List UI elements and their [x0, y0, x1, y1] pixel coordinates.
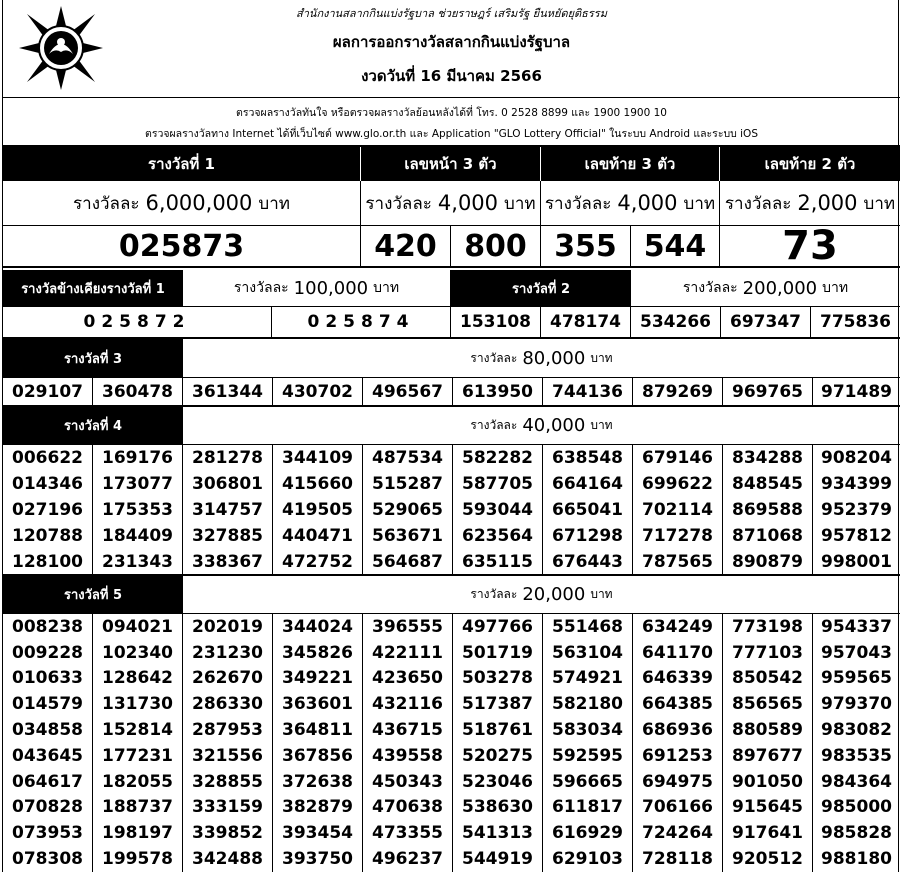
prize5-number: 364811	[273, 717, 363, 743]
prize5-number: 596665	[543, 769, 633, 795]
prize4-number: 419505	[273, 497, 363, 523]
prize5-number: 664385	[633, 691, 723, 717]
prize5-number: 773198	[723, 614, 813, 640]
prize4-number: 787565	[633, 549, 723, 575]
prize3-number: 879269	[633, 378, 723, 405]
prize5-number: 450343	[363, 769, 453, 795]
prize5-number: 342488	[183, 846, 273, 872]
prize5-number: 345826	[273, 640, 363, 666]
lottery-results-sheet	[2, 0, 899, 872]
prize5-number: 177231	[93, 743, 183, 769]
prize4-number: 871068	[723, 523, 813, 549]
per-prize-label: รางวัลละ	[470, 350, 518, 365]
prize5-number: 686936	[633, 717, 723, 743]
prize5-number: 014579	[3, 691, 93, 717]
prize5-number: 985000	[821, 797, 892, 818]
prize3-amount	[183, 339, 900, 377]
prize5-number: 070828	[3, 795, 93, 821]
prize5-number: 008238	[3, 614, 93, 640]
prize4-number: 635115	[453, 549, 543, 575]
prize5-number: 152814	[93, 717, 183, 743]
prize5-number: 541313	[453, 820, 543, 846]
prize5-number: 393750	[273, 846, 363, 872]
prize5-number: 583034	[543, 717, 633, 743]
back3-number: 355	[541, 226, 631, 268]
prize4-number: 702114	[633, 497, 723, 523]
prize4-number: 671298	[543, 523, 633, 549]
per-prize-label: รางวัลละ	[233, 280, 289, 296]
prize5-number: 959565	[821, 668, 892, 689]
front3-number: 420	[361, 226, 451, 268]
prize4-number: 593044	[453, 497, 543, 523]
prize5-number: 497766	[453, 614, 543, 640]
prize3-number: 969765	[723, 378, 813, 405]
prize5-number: 518761	[453, 717, 543, 743]
prize5-number: 010633	[3, 666, 93, 692]
prize5-number: 616929	[543, 820, 633, 846]
prize5-number: 094021	[93, 614, 183, 640]
prize5-number: 034858	[3, 717, 93, 743]
prize5-number: 634249	[633, 614, 723, 640]
prize4-number: 934399	[821, 474, 892, 494]
first-prize-amount	[3, 181, 361, 226]
prize3-number: 360478	[93, 378, 183, 405]
per-prize-label: รางวัลละ	[73, 193, 140, 214]
prize5-number: 691253	[633, 743, 723, 769]
prize5-number: 073953	[3, 820, 93, 846]
prize5-number: 917641	[723, 820, 813, 846]
prize5-number: 422111	[363, 640, 453, 666]
info-block	[3, 99, 900, 146]
unit-label: บาท	[683, 193, 716, 214]
prize3-number: 430702	[273, 378, 363, 405]
prize4-number: 848545	[723, 471, 813, 497]
prize4-number: 998001	[821, 552, 892, 572]
prize4-number: 582282	[453, 445, 543, 471]
prize5-number: 064617	[3, 769, 93, 795]
unit-label: บาท	[590, 350, 613, 365]
prize5-number: 333159	[183, 795, 273, 821]
prize5-number: 957043	[821, 642, 892, 663]
amount-value: 4,000	[437, 191, 499, 215]
prize4-number: 665041	[543, 497, 633, 523]
prize5-number: 262670	[183, 666, 273, 692]
prize4-number: 169176	[93, 445, 183, 471]
prize5-number: 777103	[723, 640, 813, 666]
prize4-number: 344109	[273, 445, 363, 471]
prize4-number: 338367	[183, 549, 273, 575]
prize5-number: 880589	[723, 717, 813, 743]
prize5-header: รางวัลที่ 5	[3, 576, 183, 613]
prize5-number: 551468	[543, 614, 633, 640]
prize4-number: 173077	[93, 471, 183, 497]
prize4-number: 175353	[93, 497, 183, 523]
prize5-number: 321556	[183, 743, 273, 769]
prize5-number: 985828	[821, 823, 892, 844]
prize5-number: 983082	[821, 720, 892, 741]
prize4-number: 415660	[273, 471, 363, 497]
prize5-number: 988180	[821, 849, 892, 870]
amount-value: 2,000	[797, 191, 858, 215]
prize5-number: 574921	[543, 666, 633, 692]
prize5-number: 363601	[273, 691, 363, 717]
prize4-number: 314757	[183, 497, 273, 523]
header	[3, 0, 900, 98]
prize4-number: 563671	[363, 523, 453, 549]
page-title: ผลการออกรางวัลสลากกินแบ่งรัฐบาล	[332, 33, 571, 51]
prize4-number: 128100	[3, 549, 93, 575]
amount-value: 100,000	[293, 277, 369, 299]
per-prize-label: รางวัลละ	[365, 193, 432, 214]
prize5-number: 724264	[633, 820, 723, 846]
prize5-number: 856565	[723, 691, 813, 717]
first-prize-header: รางวัลที่ 1	[3, 147, 361, 181]
prize5-number: 979370	[821, 694, 892, 715]
prize5-number: 915645	[723, 795, 813, 821]
prize5-number: 470638	[363, 795, 453, 821]
prize5-number: 897677	[723, 743, 813, 769]
prize5-number: 043645	[3, 743, 93, 769]
prize5-number: 372638	[273, 769, 363, 795]
prize5-number: 198197	[93, 820, 183, 846]
amount-value: 40,000	[522, 415, 586, 436]
prize5-number: 501719	[453, 640, 543, 666]
prize3-number: 496567	[363, 378, 453, 405]
unit-label: บาท	[373, 280, 400, 296]
prize5-number: 199578	[93, 846, 183, 872]
front3-header: เลขหน้า 3 ตัว	[361, 147, 541, 181]
per-prize-label: รางวัลละ	[544, 193, 612, 214]
prize2-number: 478174	[541, 307, 631, 337]
prize5-number: 706166	[633, 795, 723, 821]
prize4-number: 306801	[183, 471, 273, 497]
prize2-number: 775836	[820, 312, 891, 332]
prize5-amount	[183, 576, 900, 613]
prize4-number: 281278	[183, 445, 273, 471]
prize4-number: 231343	[93, 549, 183, 575]
prize5-number: 592595	[543, 743, 633, 769]
back2-header: เลขท้าย 2 ตัว	[720, 147, 900, 181]
prize4-number: 890879	[723, 549, 813, 575]
prize5-number: 538630	[453, 795, 543, 821]
prize3-number: 613950	[453, 378, 543, 405]
prize4-number: 529065	[363, 497, 453, 523]
prize5-number: 850542	[723, 666, 813, 692]
back3-number: 544	[631, 226, 720, 268]
prize2-number: 697347	[721, 307, 811, 337]
unit-label: บาท	[822, 280, 849, 296]
prize4-number: 487534	[363, 445, 453, 471]
back3-header: เลขท้าย 3 ตัว	[541, 147, 720, 181]
prize5-number: 646339	[633, 666, 723, 692]
prize5-number: 694975	[633, 769, 723, 795]
prize5-number: 728118	[633, 846, 723, 872]
prize5-number: 344024	[273, 614, 363, 640]
prize5-number: 439558	[363, 743, 453, 769]
prize4-number: 957812	[821, 526, 892, 546]
prize2-number: 534266	[631, 307, 721, 337]
per-prize-label: รางวัลละ	[682, 280, 738, 296]
prize5-number: 432116	[363, 691, 453, 717]
prize4-number: 699622	[633, 471, 723, 497]
org-tagline: สำนักงานสลากกินแบ่งรัฐบาล ช่วยราษฎร์ เสริมรัฐ ยืนหยัดยุติธรรม	[296, 7, 607, 20]
prize4-number: 717278	[633, 523, 723, 549]
prize5-number: 102340	[93, 640, 183, 666]
near-first-amount	[183, 270, 451, 306]
front3-number: 800	[451, 226, 541, 268]
prize5-number: 473355	[363, 820, 453, 846]
prize4-number: 184409	[93, 523, 183, 549]
first-prize-number: 025873	[3, 226, 361, 268]
prize5-number: 328855	[183, 769, 273, 795]
prize5-number: 436715	[363, 717, 453, 743]
prize5-number: 202019	[183, 614, 273, 640]
prize3-number: 971489	[821, 381, 892, 402]
prize2-number: 153108	[451, 307, 541, 337]
near-first-number: 025874	[272, 307, 451, 337]
per-prize-label: รางวัลละ	[724, 193, 792, 214]
prize2-amount	[631, 270, 900, 306]
prize5-number: 286330	[183, 691, 273, 717]
prize5-number: 009228	[3, 640, 93, 666]
prize4-number: 952379	[821, 500, 892, 520]
prize4-number: 638548	[543, 445, 633, 471]
amount-value: 6,000,000	[145, 191, 253, 215]
draw-date: งวดวันที่ 16 มีนาคม 2566	[361, 67, 542, 85]
prize5-number: 520275	[453, 743, 543, 769]
prize4-number: 676443	[543, 549, 633, 575]
prize5-number: 396555	[363, 614, 453, 640]
prize4-number: 679146	[633, 445, 723, 471]
prize4-number: 027196	[3, 497, 93, 523]
prize4-number: 014346	[3, 471, 93, 497]
info-web: ตรวจผลรางวัลทาง Internet ได้ที่เว็บไซต์ www.glo.or.th และ Application "GLO Lottery Official" ในระบบ Android และระบบ iOS	[145, 128, 758, 140]
prize3-header: รางวัลที่ 3	[3, 339, 183, 377]
prize3-number: 361344	[183, 378, 273, 405]
prize5-number: 544919	[453, 846, 543, 872]
prize4-number: 440471	[273, 523, 363, 549]
prize5-number: 188737	[93, 795, 183, 821]
prize5-number: 231230	[183, 640, 273, 666]
per-prize-label: รางวัลละ	[470, 418, 518, 432]
prize4-number: 327885	[183, 523, 273, 549]
back3-amount	[541, 181, 720, 226]
prize5-number: 287953	[183, 717, 273, 743]
prize4-number: 623564	[453, 523, 543, 549]
prize5-number: 078308	[3, 846, 93, 872]
prize4-header: รางวัลที่ 4	[3, 407, 183, 444]
prize4-amount	[183, 407, 900, 444]
prize5-number: 983535	[821, 745, 892, 766]
prize5-number: 517387	[453, 691, 543, 717]
prize4-number: 515287	[363, 471, 453, 497]
prize5-number: 128642	[93, 666, 183, 692]
prize5-number: 182055	[93, 769, 183, 795]
amount-value: 4,000	[617, 191, 678, 215]
unit-label: บาท	[590, 587, 613, 601]
prize5-number: 367856	[273, 743, 363, 769]
prize4-number: 908204	[821, 448, 892, 468]
prize5-number: 503278	[453, 666, 543, 692]
prize5-number: 349221	[273, 666, 363, 692]
near-first-number: 025872	[3, 307, 272, 337]
prize4-number: 006622	[3, 445, 93, 471]
prize4-number: 587705	[453, 471, 543, 497]
prize5-number: 920512	[723, 846, 813, 872]
prize5-number: 339852	[183, 820, 273, 846]
prize5-number: 629103	[543, 846, 633, 872]
prize4-number: 472752	[273, 549, 363, 575]
prize5-number: 954337	[821, 616, 892, 637]
prize5-number: 523046	[453, 769, 543, 795]
prize5-number: 393454	[273, 820, 363, 846]
prize5-number: 563104	[543, 640, 633, 666]
prize2-header: รางวัลที่ 2	[451, 270, 631, 306]
prize4-number: 564687	[363, 549, 453, 575]
back2-amount	[720, 181, 900, 226]
prize5-number: 984364	[821, 771, 892, 792]
unit-label: บาท	[590, 418, 613, 432]
prize3-number: 744136	[543, 378, 633, 405]
prize4-number: 834288	[723, 445, 813, 471]
info-phone: ตรวจผลรางวัลทันใจ หรือตรวจผลรางวัลย้อนหลังได้ที่ โทร. 0 2528 8899 และ 1900 1900 10	[236, 107, 667, 119]
unit-label: บาท	[863, 193, 896, 214]
amount-value: 200,000	[742, 277, 818, 299]
amount-value: 80,000	[522, 347, 586, 369]
prize5-number: 496237	[363, 846, 453, 872]
prize5-number: 582180	[543, 691, 633, 717]
prize5-number: 901050	[723, 769, 813, 795]
prize5-number: 641170	[633, 640, 723, 666]
prize4-number: 664164	[543, 471, 633, 497]
prize5-number: 382879	[273, 795, 363, 821]
amount-value: 20,000	[522, 584, 586, 605]
unit-label: บาท	[504, 193, 536, 214]
near-first-header: รางวัลข้างเคียงรางวัลที่ 1	[3, 270, 183, 306]
unit-label: บาท	[258, 193, 290, 214]
prize4-number: 869588	[723, 497, 813, 523]
prize4-number: 120788	[3, 523, 93, 549]
prize5-number: 611817	[543, 795, 633, 821]
prize3-number: 029107	[3, 378, 93, 405]
back2-number: 73	[720, 226, 900, 268]
prize5-number: 131730	[93, 691, 183, 717]
prize5-number: 423650	[363, 666, 453, 692]
per-prize-label: รางวัลละ	[470, 587, 518, 601]
front3-amount	[361, 181, 541, 226]
